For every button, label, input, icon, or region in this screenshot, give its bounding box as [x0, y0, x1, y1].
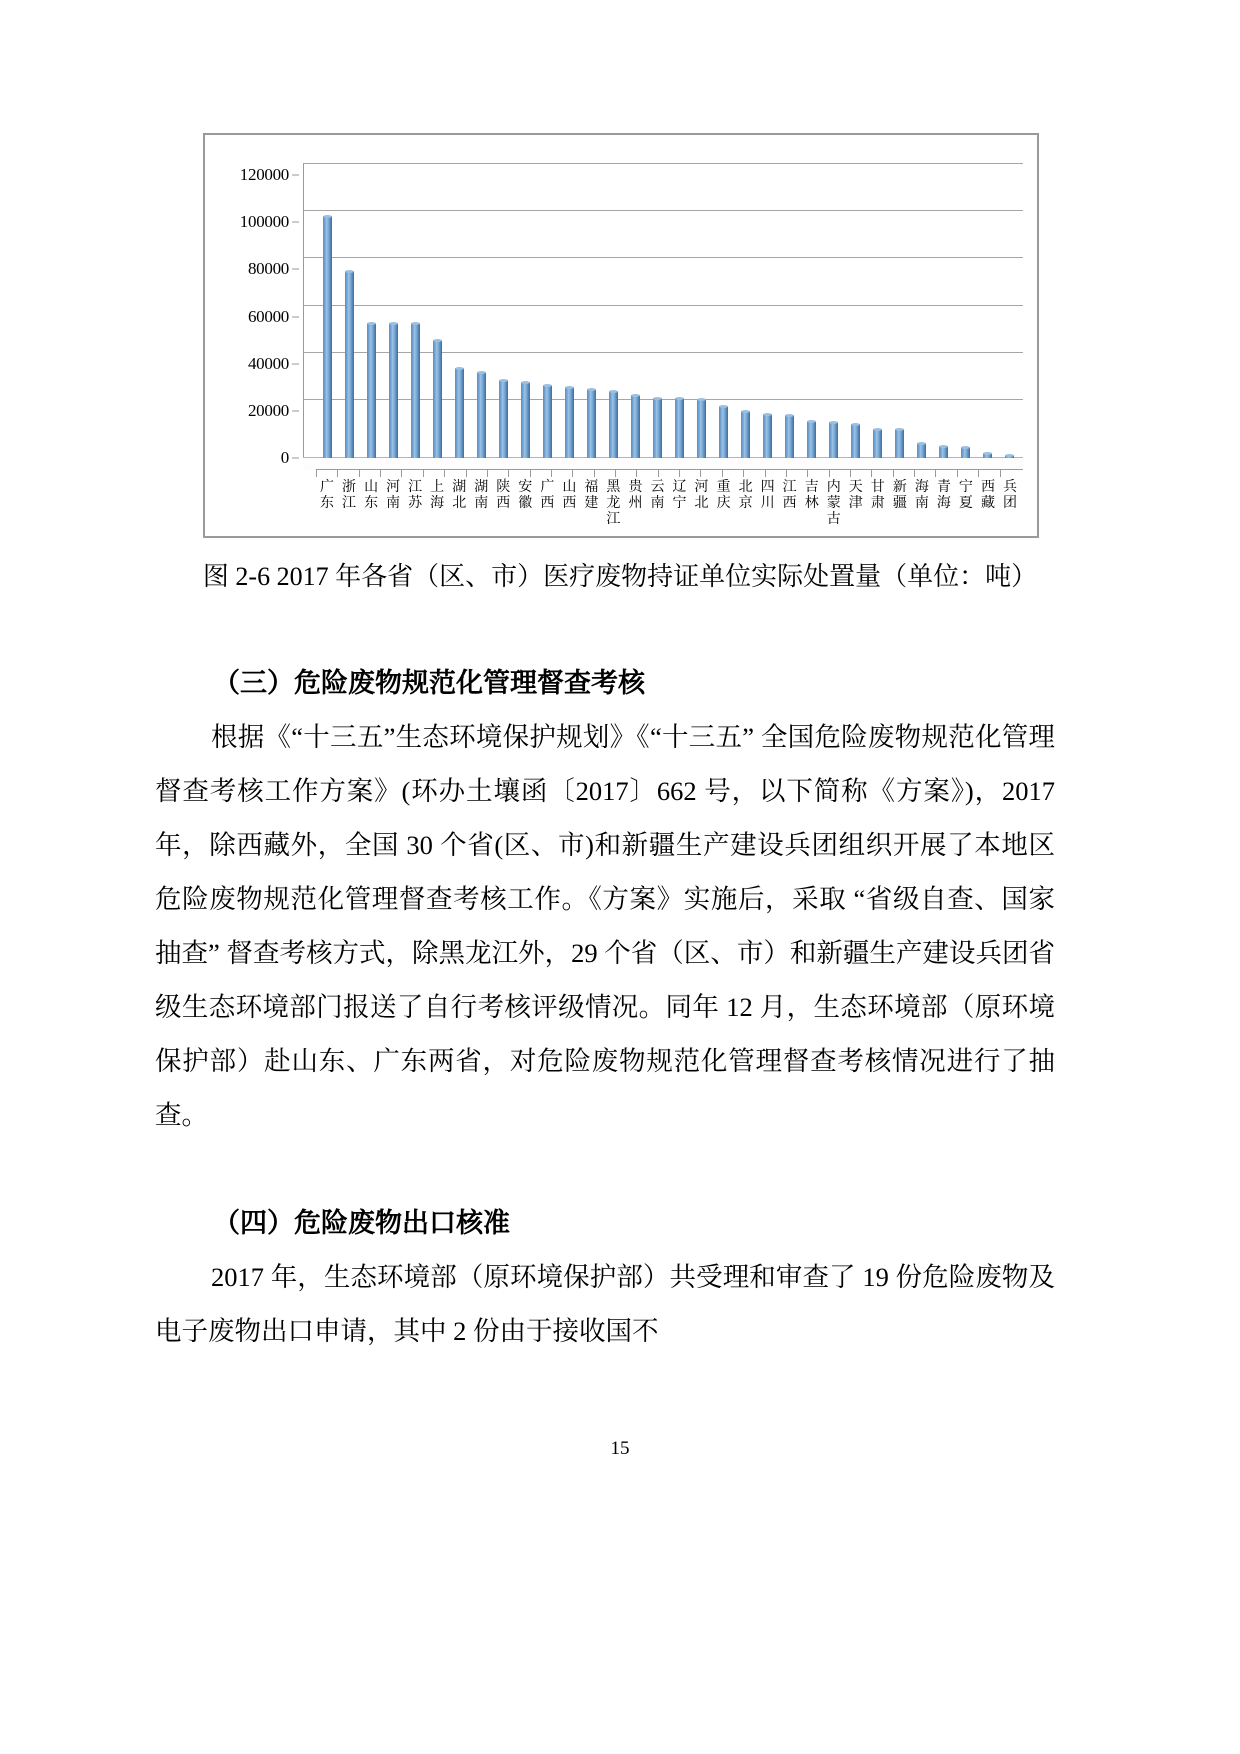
x-axis-tick: [380, 470, 401, 478]
x-axis-category-label: 甘肃: [870, 478, 885, 510]
x-axis-category-label: 安徽: [518, 478, 533, 510]
y-axis-tick-mark: [292, 316, 299, 317]
bar: [477, 372, 486, 458]
x-axis-category-label: 青海: [936, 478, 951, 510]
bar: [719, 406, 728, 458]
body-paragraph-1: 根据《“十三五”生态环境保护规划》《“十三五” 全国危险废物规范化管理督查考核工作方案》(环办土壤函〔2017〕662 号，以下简称《方案》)，2017 年，除西藏外，全国 30 个省(区、市)和新疆生产建设兵团组织开展了本地区危险废物规范化管理督查考核工作。《方案》实施后，采取 “省级自查、国家抽查” 督查考核方式，除黑龙江外，29 个省（区、市）和新疆生产建设兵团省级生态环境部门报送了自行考核评级情况。同年 12 月，生态环境部（原环境保护部）赴山东、广东两省，对危险废物规范化管理督查考核情况进行了抽查。: [155, 722, 1055, 1130]
figure-caption: 图 2-6 2017 年各省（区、市）医疗废物持证单位实际处置量（单位：吨）: [202, 562, 1038, 591]
x-axis-tick: [359, 470, 380, 478]
x-axis-category-label: 广西: [540, 478, 555, 510]
x-axis-category-label: 宁夏: [958, 478, 973, 510]
bar-slot: [845, 169, 867, 470]
x-axis-tick: [786, 470, 807, 478]
bar: [1005, 455, 1014, 458]
bar-slot: [889, 169, 911, 470]
x-axis-category-label: 北京: [738, 478, 753, 510]
x-axis-tick: [316, 470, 337, 478]
x-axis-tick: [572, 470, 593, 478]
y-axis-tick-label: 60000: [247, 306, 289, 326]
bar: [807, 421, 816, 458]
x-axis-category-label: 江西: [782, 478, 797, 510]
x-axis-category-label: 陕西: [496, 478, 511, 510]
bar-slot: [867, 169, 889, 470]
x-axis-tick: [636, 470, 657, 478]
bar: [895, 429, 904, 458]
bar: [609, 391, 618, 458]
y-axis-tick-mark: [292, 363, 299, 364]
x-axis-tick: [765, 470, 786, 478]
x-axis-tick: [466, 470, 487, 478]
bar-chart: [205, 135, 1037, 536]
bar: [587, 389, 596, 458]
x-axis-tick: [871, 470, 892, 478]
bar-slot: [602, 169, 624, 470]
bar: [983, 453, 992, 458]
y-axis-tick-label: 100000: [239, 212, 289, 232]
bar-slot: [514, 169, 536, 470]
x-axis-category-label: 天津: [848, 478, 863, 510]
y-axis-tick-label: 0: [280, 448, 289, 467]
x-axis-tick: [957, 470, 978, 478]
bar-slot: [316, 169, 338, 470]
bar-slot: [735, 169, 757, 470]
x-axis-category-label: 山西: [562, 478, 577, 510]
x-axis-category-label: 上海: [430, 478, 445, 510]
bar: [345, 271, 354, 458]
bar: [675, 398, 684, 458]
bar: [455, 368, 464, 458]
bar: [521, 382, 530, 458]
x-axis-tick: [743, 470, 764, 478]
x-axis-tick: [1000, 470, 1021, 478]
x-axis-category-label: 福建: [584, 478, 599, 510]
bar: [697, 399, 706, 458]
bar-slot: [448, 169, 470, 470]
x-axis-tick: [893, 470, 914, 478]
x-axis-tick: [658, 470, 679, 478]
x-axis-tick: [807, 470, 828, 478]
x-axis-category-label: 贵州: [628, 478, 643, 510]
y-axis-tick-label: 40000: [247, 353, 289, 373]
x-axis-tick: [423, 470, 444, 478]
x-axis-tick: [935, 470, 956, 478]
x-axis-tick: [337, 470, 358, 478]
bar: [631, 395, 640, 458]
bar: [411, 323, 420, 458]
x-axis-category-label: 重庆: [716, 478, 731, 510]
x-axis-tick: [829, 470, 850, 478]
y-axis-tick-label: 120000: [239, 165, 289, 184]
x-axis-category-label: 湖南: [474, 478, 489, 510]
bar: [785, 415, 794, 458]
bar: [741, 411, 750, 458]
bar: [763, 414, 772, 458]
bar-slot: [691, 169, 713, 470]
gridline: [303, 163, 1023, 164]
bar: [829, 422, 838, 458]
x-axis-tick: [615, 470, 636, 478]
x-axis-category-label: 海南: [914, 478, 929, 510]
x-axis-tick: [401, 470, 422, 478]
x-axis-category-label: 河南: [386, 478, 401, 510]
bar-slot: [999, 169, 1021, 470]
x-axis-category-label: 吉林: [804, 478, 819, 510]
bar-slot: [580, 169, 602, 470]
y-axis-labels: [213, 165, 299, 470]
bar-slot: [911, 169, 933, 470]
bar-slot: [977, 169, 999, 470]
y-axis-tick-mark: [292, 175, 299, 176]
x-axis-ticks: [316, 470, 1021, 478]
bar-slot: [669, 169, 691, 470]
page-number: 15: [610, 1438, 630, 1459]
y-axis-tick-mark: [292, 410, 299, 411]
x-axis-tick: [679, 470, 700, 478]
x-axis-tick: [487, 470, 508, 478]
bar: [543, 385, 552, 458]
y-axis-tick-mark: [292, 269, 299, 270]
bar: [851, 424, 860, 458]
bar-slot: [426, 169, 448, 470]
y-axis-line: [303, 163, 304, 458]
x-axis-category-label: 江苏: [408, 478, 423, 510]
bar-slot: [646, 169, 668, 470]
x-axis-category-label: 山东: [364, 478, 379, 510]
x-axis-category-label: 辽宁: [672, 478, 687, 510]
x-axis-tick: [530, 470, 551, 478]
y-axis-tick-label: 20000: [247, 400, 289, 420]
bar-slot: [757, 169, 779, 470]
bar-slot: [713, 169, 735, 470]
bar: [389, 323, 398, 458]
bar: [433, 340, 442, 458]
section-heading-3: （三）危险废物规范化管理督查考核: [213, 668, 645, 698]
bar: [939, 446, 948, 458]
x-axis-tick: [508, 470, 529, 478]
x-axis-category-label: 内蒙古: [826, 478, 841, 526]
bar-slot: [360, 169, 382, 470]
bar-slot: [558, 169, 580, 470]
y-axis-tick-mark: [292, 222, 299, 223]
bar: [367, 323, 376, 458]
bar: [323, 216, 332, 458]
bar-slot: [801, 169, 823, 470]
bar-slot: [382, 169, 404, 470]
bar: [653, 398, 662, 458]
bar-slot: [536, 169, 558, 470]
section-heading-4: （四）危险废物出口核准: [213, 1208, 510, 1238]
x-axis-category-label: 河北: [694, 478, 709, 510]
x-axis-category-label: 西藏: [980, 478, 995, 510]
x-axis-tick: [850, 470, 871, 478]
bar: [873, 429, 882, 458]
x-axis-tick: [551, 470, 572, 478]
bar-slot: [624, 169, 646, 470]
bar-slot: [779, 169, 801, 470]
x-axis-tick: [914, 470, 935, 478]
bar: [565, 387, 574, 458]
bar-slot: [404, 169, 426, 470]
x-axis-category-label: 云南: [650, 478, 665, 510]
body-paragraph-2: 2017 年，生态环境部（原环境保护部）共受理和审查了 19 份危险废物及电子废物出口申请，其中 2 份由于接收国不: [155, 1262, 1055, 1346]
x-axis-category-label: 浙江: [342, 478, 357, 510]
bar-slot: [933, 169, 955, 470]
x-axis-tick: [722, 470, 743, 478]
bar-slot: [470, 169, 492, 470]
y-axis-tick-mark: [292, 458, 299, 459]
bar-slot: [823, 169, 845, 470]
x-axis-tick: [444, 470, 465, 478]
x-axis-tick: [594, 470, 615, 478]
x-axis-category-label: 广东: [320, 478, 335, 510]
x-axis-category-label: 湖北: [452, 478, 467, 510]
x-axis-tick: [700, 470, 721, 478]
x-axis-category-label: 四川: [760, 478, 775, 510]
y-axis-tick-label: 80000: [247, 259, 289, 279]
x-axis-labels: [316, 478, 1021, 526]
bar-slot: [492, 169, 514, 470]
x-axis-category-label: 新疆: [892, 478, 907, 510]
x-axis-category-label: 兵团: [1002, 478, 1017, 510]
x-axis-category-label: 黑龙江: [606, 478, 621, 526]
plot-area: [303, 169, 1023, 470]
figure-chart-container: [203, 133, 1039, 538]
bar: [917, 443, 926, 458]
x-axis-tick: [978, 470, 999, 478]
bar-series: [316, 169, 1021, 470]
bar-slot: [338, 169, 360, 470]
bar-slot: [955, 169, 977, 470]
bar: [961, 447, 970, 458]
bar: [499, 380, 508, 458]
